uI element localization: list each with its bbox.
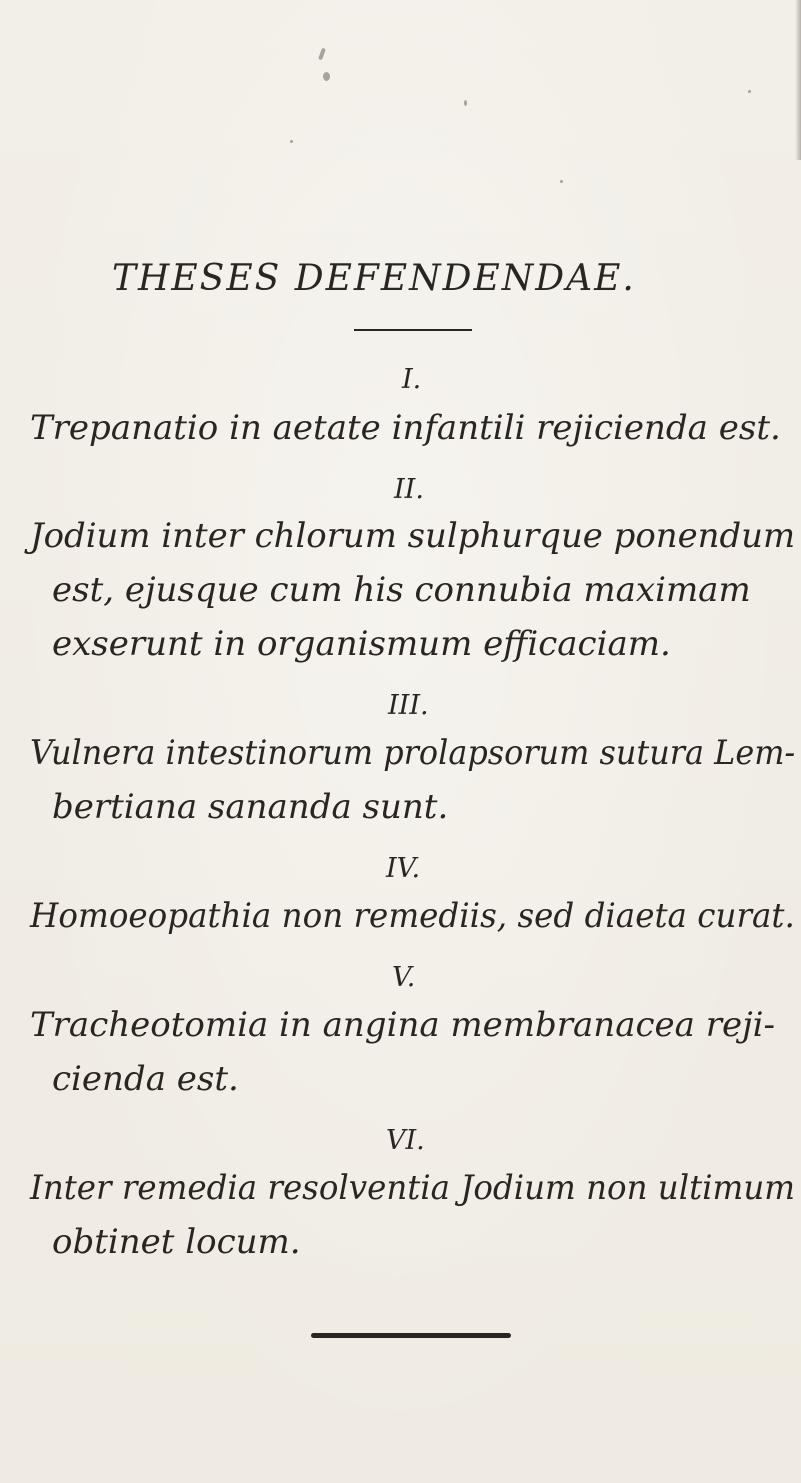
thesis-numeral: V. [392,962,416,993]
thesis-text-line: obtinet locum. [52,1222,301,1262]
thesis-text-line: Jodium inter chlorum sulphurque ponendum [30,516,796,556]
thesis-text-line: cienda est. [52,1059,239,1099]
thesis-text-line: Vulnera intestinorum prolapsorum sutura Lem- [30,733,796,773]
ink-speck [748,90,751,93]
ink-speck [560,180,563,183]
ink-speck [290,140,293,143]
ink-speck [318,48,326,61]
thesis-text-line: Trepanatio in aetate infantili rejicienda est. [30,408,781,448]
thesis-numeral: II. [394,474,424,505]
thesis-text-line: bertiana sananda sunt. [52,787,449,827]
ink-speck [323,72,330,81]
thesis-numeral: VI. [386,1125,425,1156]
thesis-text-line: exserunt in organismum efficaciam. [52,624,671,664]
thesis-title: THESES DEFENDENDAE. [112,258,636,299]
thesis-numeral: IV. [386,853,421,884]
thesis-numeral: I. [402,364,422,395]
thesis-text-line: Tracheotomia in angina membranacea reji- [30,1005,775,1045]
closing-rule [311,1333,511,1338]
thesis-text-line: Inter remedia resolventia Jodium non ultimum [30,1168,796,1208]
thesis-numeral: III. [388,690,429,721]
thesis-text-line: est, ejusque cum his connubia maximam [52,570,751,610]
title-rule [354,329,472,331]
ink-speck [464,100,467,106]
thesis-text-line: Homoeopathia non remediis, sed diaeta curat. [30,896,795,936]
page-edge-shadow [795,0,801,160]
